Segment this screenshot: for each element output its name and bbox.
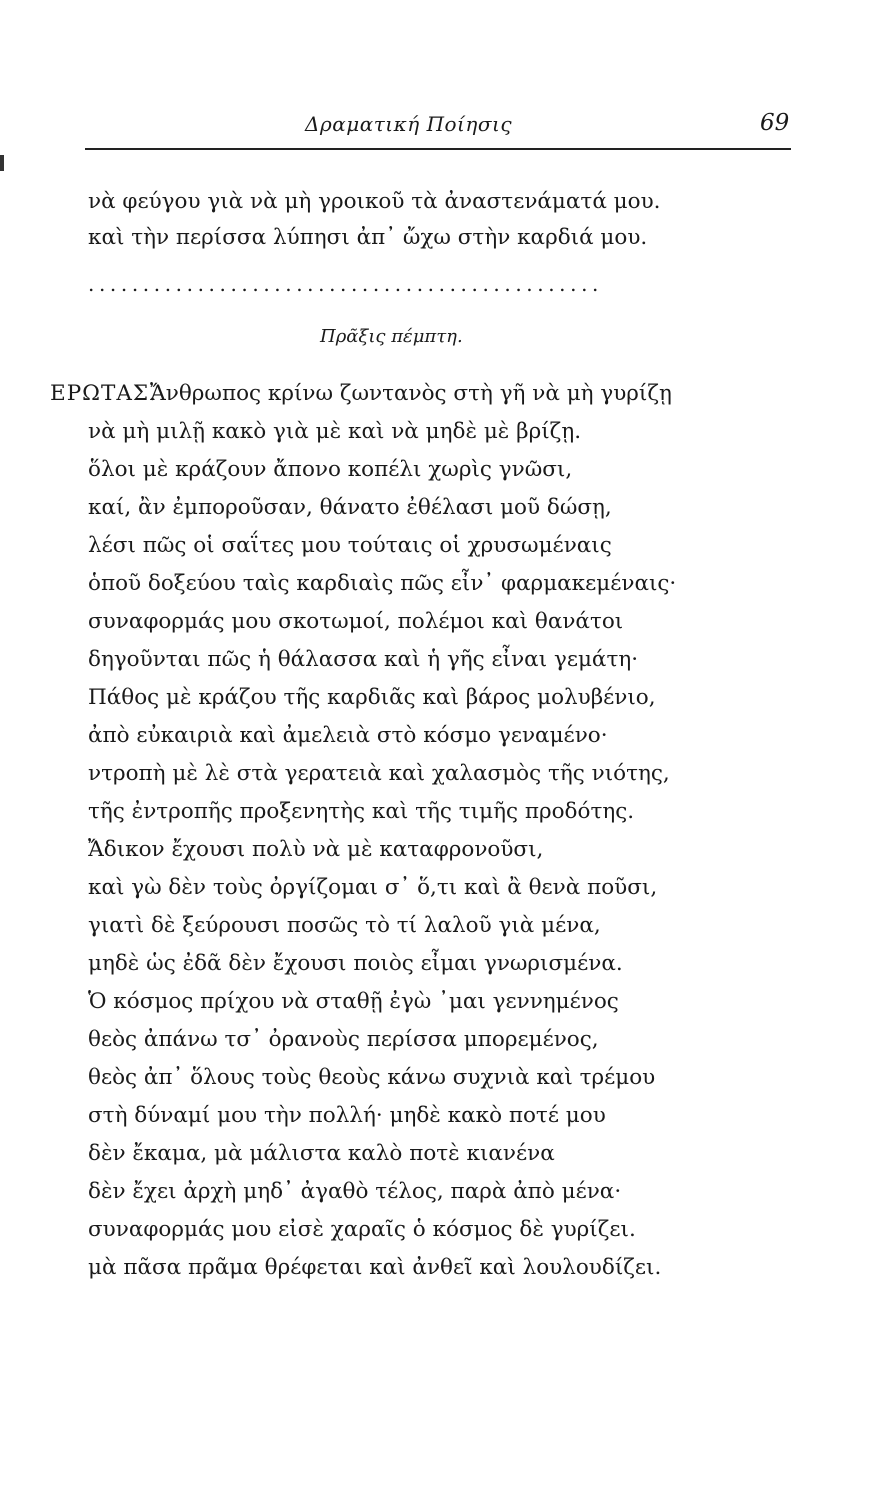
verse-line: δηγοῦνται πῶς ἡ θάλασσα καὶ ἡ γῆς εἶναι γεμάτη· (88, 647, 639, 672)
verse-line: Ἄδικον ἔχουσι πολὺ νὰ μὲ καταφρονοῦσι, (88, 837, 544, 862)
running-head (0, 112, 883, 142)
verse-line: γιατὶ δὲ ξεύρουσι ποσῶς τὸ τί λαλοῦ γιὰ μένα, (88, 913, 601, 938)
verse-line: συναφορμάς μου σκοτωμοί, πολέμοι καὶ θανάτοι (88, 609, 624, 634)
verse-line: λέσι πῶς οἱ σαΐτες μου τούταις οἱ χρυσωμέναις (88, 533, 612, 558)
verse-line: ὁποῦ δοξεύου ταὶς καρδιαὶς πῶς εἶν᾽ φαρμακεμέναις· (88, 571, 677, 596)
header-rule (85, 148, 791, 150)
speaker-name: ΕΡΩΤΑΣ. (50, 381, 157, 406)
verse-line: καί, ἂν ἐμποροῦσαν, θάνατο ἐθέλασι μοῦ δώσῃ, (88, 495, 612, 520)
verse-line: δὲν ἔκαμα, μὰ μάλιστα καλὸ ποτὲ κιανένα (88, 1141, 555, 1166)
verse-line: τῆς ἐντροπῆς προξενητὴς καὶ τῆς τιμῆς προδότης. (88, 799, 635, 824)
section-title: Πρᾶξις πέμπτη. (320, 326, 463, 347)
verse-line: Ὁ κόσμος πρίχου νὰ σταθῇ ἐγὼ ᾽μαι γεννημένος (88, 989, 619, 1014)
verse-line: ἀπὸ εὐκαιριὰ καὶ ἀμελειὰ στὸ κόσμο γεναμένο· (88, 723, 608, 748)
verse-line: καὶ τὴν περίσσα λύπησι ἀπ᾽ ὤχω στὴν καρδιά μου. (88, 225, 648, 250)
verse-line: συναφορμάς μου εἰσὲ χαραῖς ὁ κόσμος δὲ γυρίζει. (88, 1217, 636, 1242)
verse-line: θεὸς ἀπ᾽ ὅλους τοὺς θεοὺς κάνω συχνιὰ καὶ τρέμου (88, 1065, 656, 1090)
page-number: 69 (760, 110, 790, 136)
verse-line: θεὸς ἀπάνω τσ᾽ ὀρανοὺς περίσσα μπορεμένος, (88, 1027, 599, 1052)
scan-edge-mark (0, 155, 4, 171)
verse-line: νὰ μὴ μιλῇ κακὸ γιὰ μὲ καὶ νὰ μηδὲ μὲ βρίζῃ. (88, 419, 582, 444)
verse-line: μὰ πᾶσα πρᾶμα θρέφεται καὶ ἀνθεῖ καὶ λουλουδίζει. (88, 1255, 662, 1280)
verse-line: Πάθος μὲ κράζου τῆς καρδιᾶς καὶ βάρος μολυβένιο, (88, 685, 656, 710)
verse-line: νὰ φεύγου γιὰ νὰ μὴ γροικοῦ τὰ ἀναστενάματά μου. (88, 189, 661, 214)
verse-line: καὶ γὼ δὲν τοὺς ὀργίζομαι σ᾽ ὅ,τι καὶ ἂ θενὰ ποῦσι, (88, 875, 658, 900)
verse-line: ὅλοι μὲ κράζουν ἄπονο κοπέλι χωρὶς γνῶσι, (88, 457, 573, 482)
verse-line: στὴ δύναμί μου τὴν πολλή· μηδὲ κακὸ ποτέ μου (88, 1103, 606, 1128)
verse-line: μηδὲ ὡς ἐδᾶ δὲν ἔχουσι ποιὸς εἶμαι γνωρισμένα. (88, 951, 623, 976)
ellipsis-divider: ............................................... (88, 272, 603, 296)
running-title: Δραματική Ποίησις (305, 112, 513, 136)
verse-line: δὲν ἔχει ἀρχὴ μηδ᾽ ἀγαθὸ τέλος, παρὰ ἀπὸ μένα· (88, 1179, 622, 1204)
verse-line: Ἄνθρωπος κρίνω ζωντανὸς στὴ γῆ νὰ μὴ γυρίζῃ (150, 381, 672, 406)
verse-line: ντροπὴ μὲ λὲ στὰ γερατειὰ καὶ χαλασμὸς τῆς νιότης, (88, 761, 670, 786)
